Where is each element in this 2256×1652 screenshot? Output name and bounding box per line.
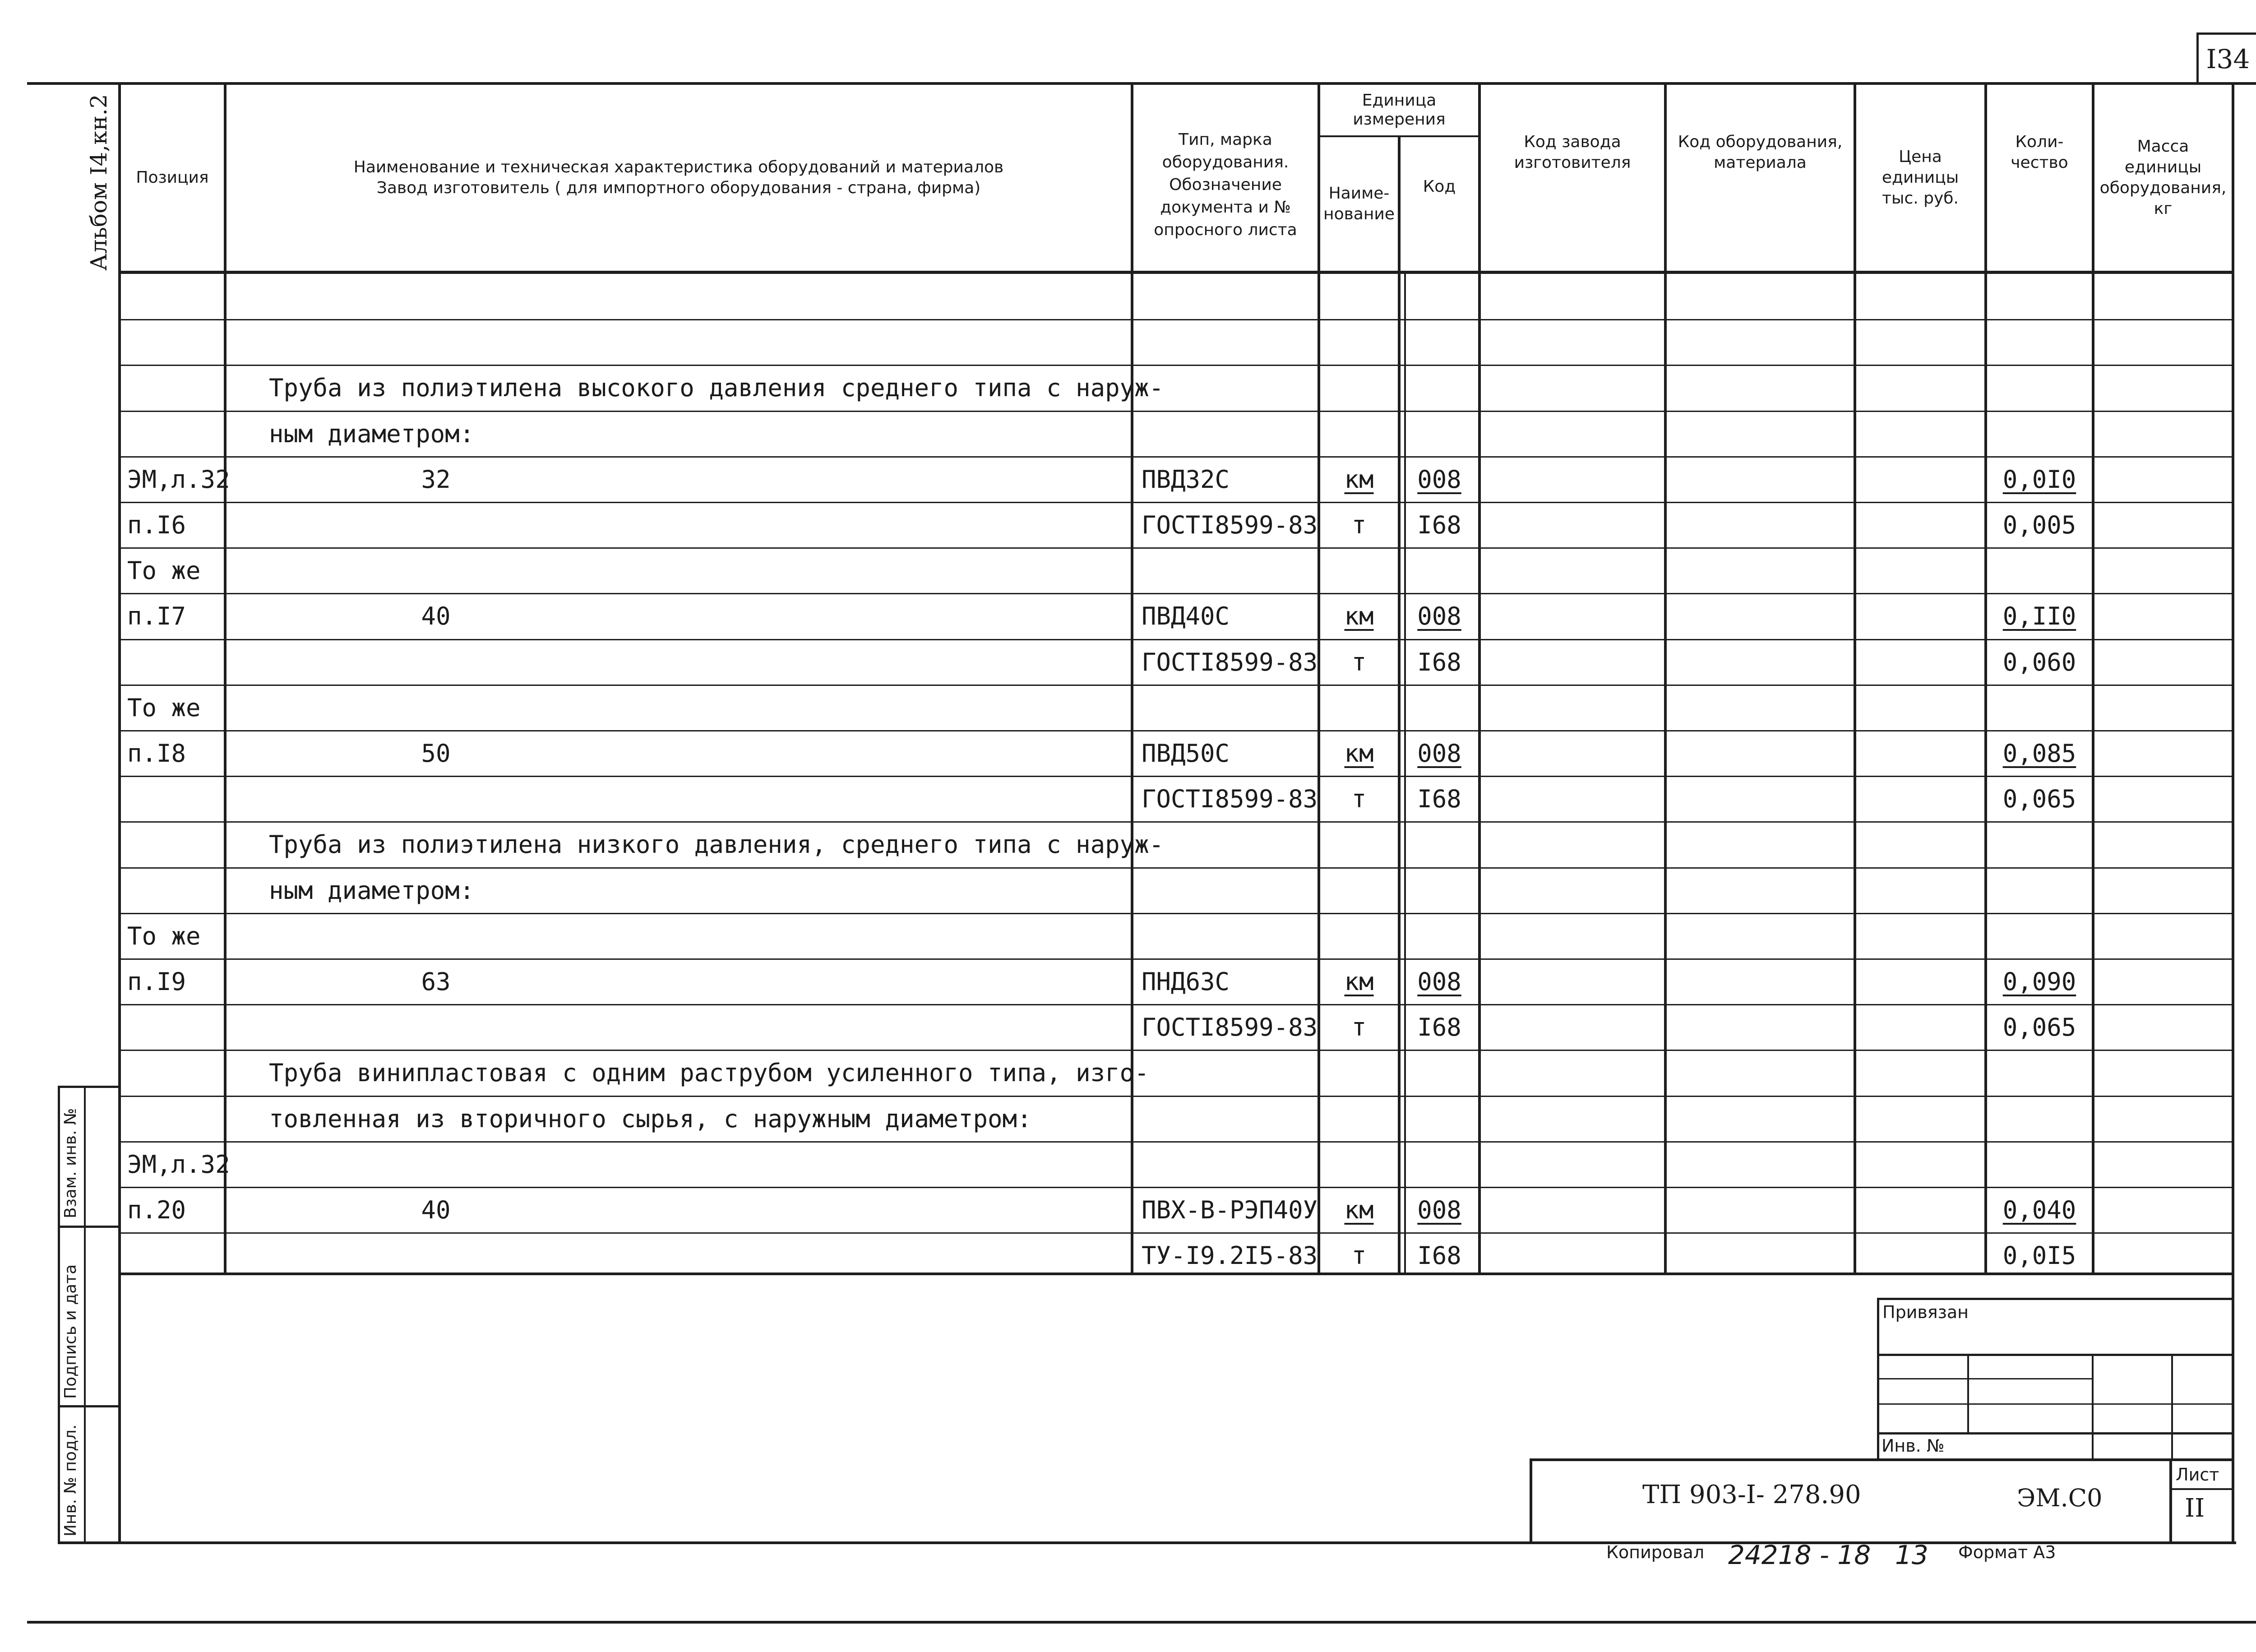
row-position: п.20 — [127, 1196, 186, 1224]
stamp-doc-code: ТП 903-I- 278.90 — [1642, 1480, 1861, 1509]
row-type-mark: ГОСТI8599-83 — [1142, 648, 1318, 676]
header-unit-name: Наиме- нование — [1323, 184, 1395, 223]
row-line — [121, 1096, 2233, 1097]
header-type-mark: Тип, марка оборудования. Обозначение документа и № опросного листа — [1154, 130, 1297, 239]
row-quantity: 0,085 — [2002, 739, 2076, 768]
stamp-line-4 — [1877, 1432, 2234, 1435]
row-line — [121, 593, 2233, 594]
row-line — [121, 1141, 2233, 1143]
stamp-inv-no: Инв. № — [1882, 1436, 1945, 1456]
row-line — [121, 1004, 2233, 1005]
footer-copy-page: 13 — [1895, 1540, 1928, 1570]
header-unit: Единица измерения — [1353, 91, 1446, 129]
row-unit-code: 008 — [1417, 1196, 1461, 1224]
sheet-number-top: I34 — [2206, 43, 2250, 74]
row-line — [121, 547, 2233, 549]
row-unit-code: 008 — [1417, 465, 1461, 494]
stamp-privyazan: Привязан — [1882, 1302, 1969, 1322]
row-line — [121, 1232, 2233, 1234]
row-quantity: 0,060 — [2002, 648, 2076, 676]
stamp-list-sep — [2169, 1488, 2234, 1490]
row-name: ным диаметром: — [269, 876, 475, 905]
stamp-list-label: Лист — [2176, 1465, 2219, 1485]
row-line — [121, 730, 2233, 731]
side-stamp-sep-2 — [58, 1405, 121, 1407]
row-name: Труба винипластовая с одним раструбом усиленного типа, изго- — [269, 1059, 1149, 1087]
row-unit-name: км — [1344, 1196, 1374, 1224]
stamp-col-1 — [1967, 1354, 1969, 1433]
row-line — [121, 1187, 2233, 1188]
row-line — [121, 867, 2233, 869]
stamp-line-5 — [1530, 1458, 2234, 1461]
stamp-title-left — [1530, 1458, 1532, 1544]
sheet-number-box — [2196, 32, 2256, 83]
row-unit-code: 008 — [1417, 967, 1461, 996]
row-quantity: 0,0I0 — [2002, 465, 2076, 494]
row-type-mark: ГОСТI8599-83 — [1142, 1013, 1318, 1041]
row-position: ЭМ,л.32 — [127, 465, 230, 494]
row-position: То же — [127, 922, 201, 950]
row-unit-name: км — [1344, 602, 1374, 630]
row-quantity: 0,040 — [2002, 1196, 2076, 1224]
table-header-bottom — [118, 271, 2234, 274]
stamp-line-1 — [1877, 1354, 2234, 1356]
row-type-mark: ТУ-I9.2I5-83 — [1142, 1241, 1318, 1270]
side-stamp-podpis: Подпись и дата — [61, 1264, 80, 1399]
header-position: Позиция — [136, 168, 209, 187]
header-unit-code: Код — [1423, 177, 1456, 196]
row-type-mark: ПВД50С — [1142, 739, 1230, 768]
row-line — [121, 319, 2233, 320]
footer-format: Формат А3 — [1958, 1542, 2056, 1562]
row-line — [121, 776, 2233, 777]
row-line — [121, 502, 2233, 503]
row-name: 32 — [421, 465, 451, 494]
row-line — [121, 913, 2233, 914]
side-stamp-inv-podl: Инв. № подл. — [61, 1424, 80, 1536]
row-position: ЭМ,л.32 — [127, 1150, 230, 1179]
row-position: п.I8 — [127, 739, 186, 768]
header-mass: Масса единицы оборудования, кг — [2099, 137, 2227, 218]
row-unit-name: т — [1351, 511, 1367, 539]
stamp-col-2 — [2092, 1354, 2094, 1460]
stamp-line-3 — [1877, 1403, 2234, 1405]
stamp-list-divider — [2169, 1458, 2172, 1544]
row-position: п.I9 — [127, 967, 186, 996]
footer-kopiroval: Копировал — [1606, 1542, 1705, 1562]
row-position: п.I6 — [127, 511, 186, 539]
side-stamp-sep-1 — [58, 1226, 121, 1228]
header-quantity: Коли- чество — [2011, 133, 2068, 172]
header-factory-code: Код завода изготовителя — [1514, 133, 1631, 172]
row-line — [121, 411, 2233, 412]
row-position: п.I7 — [127, 602, 186, 630]
row-name: 50 — [421, 739, 451, 768]
row-unit-name: км — [1344, 465, 1374, 494]
row-name: товленная из вторичного сырья, с наружным диаметром: — [269, 1105, 1032, 1133]
side-stamp-vzam: Взам. инв. № — [61, 1108, 80, 1218]
col-div-4b — [1404, 271, 1406, 1274]
stamp-col-3 — [2171, 1354, 2173, 1460]
row-quantity: 0,090 — [2002, 967, 2076, 996]
row-name: Труба из полиэтилена низкого давления, среднего типа с наруж- — [269, 830, 1164, 859]
side-stamp-divider — [84, 1086, 86, 1544]
row-type-mark: ПВД32С — [1142, 465, 1230, 494]
row-name: Труба из полиэтилена высокого давления среднего типа с наруж- — [269, 374, 1164, 402]
frame-bottom-outer — [27, 1621, 2256, 1624]
row-line — [121, 365, 2233, 366]
stamp-doc-mark: ЭМ.С0 — [2017, 1484, 2103, 1512]
row-line — [121, 821, 2233, 823]
row-name: 63 — [421, 967, 451, 996]
row-line — [121, 639, 2233, 640]
row-unit-code: 008 — [1417, 739, 1461, 768]
table-bottom — [118, 1273, 2234, 1275]
row-type-mark: ГОСТI8599-83 — [1142, 511, 1318, 539]
row-unit-code: I68 — [1417, 1241, 1461, 1270]
row-quantity: 0,0I5 — [2002, 1241, 2076, 1270]
row-unit-name: т — [1351, 648, 1367, 676]
header-price: Цена единицы тыс. руб. — [1882, 148, 1959, 208]
row-unit-code: I68 — [1417, 785, 1461, 813]
row-unit-name: км — [1344, 739, 1374, 768]
row-unit-code: I68 — [1417, 1013, 1461, 1041]
row-unit-name: т — [1351, 785, 1367, 813]
row-unit-name: т — [1351, 1241, 1367, 1270]
row-position: То же — [127, 556, 201, 585]
row-type-mark: ГОСТI8599-83 — [1142, 785, 1318, 813]
row-line — [121, 456, 2233, 458]
row-unit-name: км — [1344, 967, 1374, 996]
row-line — [121, 685, 2233, 686]
row-type-mark: ПВД40С — [1142, 602, 1230, 630]
row-position: То же — [127, 694, 201, 722]
album-label: Альбом I4,кн.2 — [86, 94, 112, 271]
row-name: 40 — [421, 1196, 451, 1224]
row-quantity: 0,065 — [2002, 785, 2076, 813]
header-name: Наименование и техническая характеристика оборудований и материалов Завод изготовитель ( для импортного оборудования - страна, фирма) — [353, 158, 1004, 197]
row-unit-code: 008 — [1417, 602, 1461, 630]
row-unit-code: I68 — [1417, 648, 1461, 676]
row-quantity: 0,005 — [2002, 511, 2076, 539]
row-unit-name: т — [1351, 1013, 1367, 1041]
row-unit-code: I68 — [1417, 511, 1461, 539]
stamp-line-2 — [1877, 1378, 2094, 1379]
row-quantity: 0,065 — [2002, 1013, 2076, 1041]
stamp-list-number: II — [2185, 1494, 2205, 1523]
row-type-mark: ПВХ-В-РЭП40У — [1142, 1196, 1318, 1224]
header-equipment-code: Код оборудования, материала — [1678, 133, 1843, 172]
col-div-4 — [1398, 135, 1401, 1274]
row-type-mark: ПНД63С — [1142, 967, 1230, 996]
row-name: 40 — [421, 602, 451, 630]
row-name: ным диаметром: — [269, 420, 475, 448]
footer-copy-number: 24218 - 18 — [1728, 1540, 1871, 1570]
row-line — [121, 958, 2233, 960]
row-line — [121, 1050, 2233, 1051]
row-quantity: 0,II0 — [2002, 602, 2076, 630]
